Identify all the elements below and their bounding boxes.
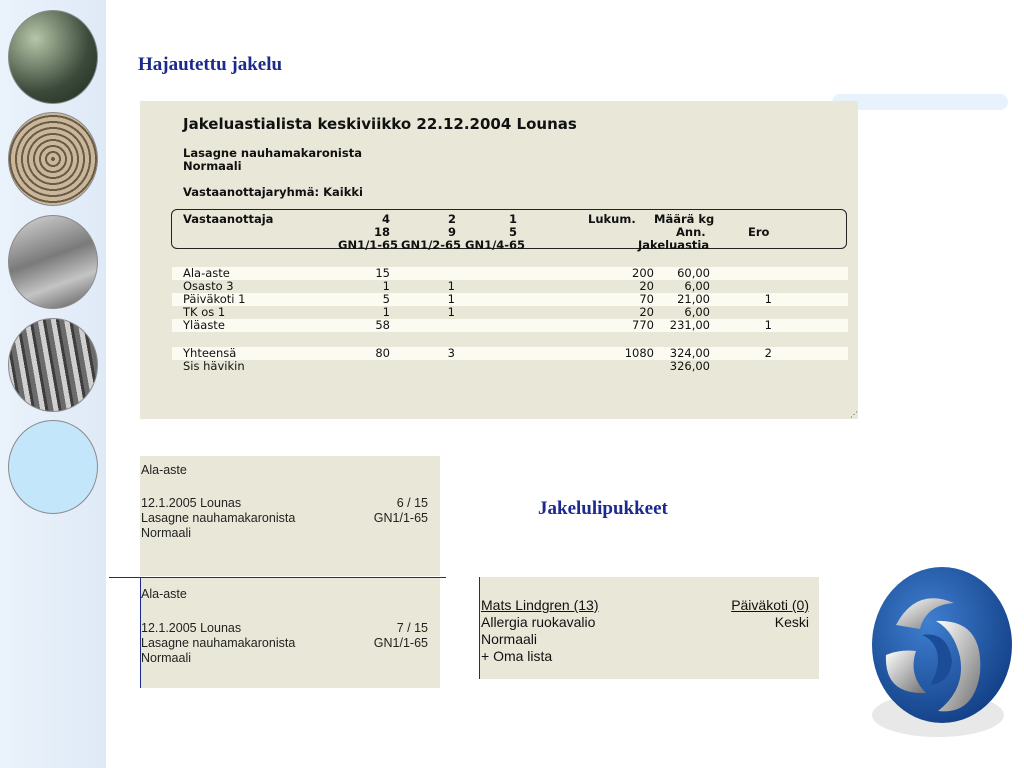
- row-count: 20: [639, 305, 654, 319]
- waste-row: [172, 360, 848, 373]
- row-c1: 1: [382, 279, 390, 293]
- row-count: 200: [632, 266, 654, 280]
- ticket-person[interactable]: Mats Lindgren (13): [481, 597, 599, 613]
- slip-diet: Normaali: [141, 526, 192, 540]
- table-row: [172, 319, 848, 332]
- slip-date: 12.1.2005 Lounas: [141, 496, 242, 510]
- header-recipient: Vastaanottaja: [183, 212, 274, 226]
- steel-trays-image: [8, 215, 98, 309]
- row-name: Yläaste: [183, 318, 225, 332]
- row-c2: 1: [447, 292, 455, 306]
- distribution-slip: [140, 578, 440, 688]
- row-amount: 21,00: [677, 292, 710, 306]
- header-c1-portions: 18: [373, 225, 390, 239]
- row-name: Osasto 3: [183, 279, 234, 293]
- slip-edge-line: [140, 578, 141, 688]
- slip-counter: 6 / 15: [396, 496, 428, 510]
- header-c2-portions: 9: [447, 225, 456, 239]
- blank-circle: [8, 420, 98, 514]
- row-amount: 60,00: [677, 266, 710, 280]
- slip-counter: 7 / 15: [396, 621, 428, 635]
- waste-name: Sis hävikin: [183, 359, 245, 373]
- resize-corner: ⋰: [850, 410, 858, 419]
- total-row: [172, 347, 848, 360]
- slip-diet: Normaali: [141, 651, 192, 665]
- header-c2-container: GN1/2-65: [401, 238, 462, 252]
- header-amount-portions: Ann.: [676, 225, 706, 239]
- header-diff: Ero: [748, 225, 770, 239]
- row-c2: 1: [447, 305, 455, 319]
- report-title: Jakeluastialista keskiviikko 22.12.2004 Lounas: [183, 115, 577, 133]
- header-count: Lukum.: [588, 212, 636, 226]
- perforated-metal-image: [8, 112, 98, 206]
- left-decor-strip: [0, 0, 106, 768]
- row-count: 20: [639, 279, 654, 293]
- header-c3-container: GN1/4-65: [465, 238, 526, 252]
- header-amount-kg: Määrä kg: [654, 212, 715, 226]
- table-row: [172, 280, 848, 293]
- row-count: 770: [632, 318, 654, 332]
- row-amount: 6,00: [684, 279, 710, 293]
- meal-ticket: [479, 577, 819, 679]
- header-c1-container: GN1/1-65: [338, 238, 399, 252]
- header-c2-count: 2: [447, 212, 456, 226]
- circuit-board-image: [8, 10, 98, 104]
- forks-image: [8, 318, 98, 412]
- slips-title: Jakelulipukkeet: [538, 498, 668, 519]
- report-diet: Normaali: [183, 159, 242, 173]
- slip-container: GN1/1-65: [373, 636, 428, 650]
- total-count: 1080: [624, 346, 654, 360]
- table-row: [172, 293, 848, 306]
- slip-dish: Lasagne nauhamakaronista: [141, 511, 296, 525]
- row-diff: 1: [764, 318, 772, 332]
- ticket-size: Keski: [774, 614, 809, 630]
- page-title: Hajautettu jakelu: [138, 54, 283, 75]
- distribution-report: [140, 101, 858, 419]
- total-diff: 2: [764, 346, 772, 360]
- ticket-edge-line: [479, 577, 480, 679]
- report-group: Vastaanottajaryhmä: Kaikki: [183, 185, 363, 199]
- header-c1-count: 4: [381, 212, 390, 226]
- total-amount: 324,00: [669, 346, 710, 360]
- row-amount: 231,00: [669, 318, 710, 332]
- row-c1: 58: [375, 318, 390, 332]
- slip-dish: Lasagne nauhamakaronista: [141, 636, 296, 650]
- row-c2: 1: [447, 279, 455, 293]
- row-amount: 6,00: [684, 305, 710, 319]
- table-row: [172, 306, 848, 319]
- row-diff: 1: [764, 292, 772, 306]
- ticket-menu: Allergia ruokavalio: [481, 614, 596, 630]
- row-name: TK os 1: [183, 305, 226, 319]
- waste-amount: 326,00: [669, 359, 710, 373]
- header-amount-container: Jakeluastia: [638, 238, 710, 252]
- row-count: 70: [639, 292, 654, 306]
- total-name: Yhteensä: [183, 346, 237, 360]
- row-name: Päiväkoti 1: [183, 292, 246, 306]
- distribution-slip: [140, 456, 440, 576]
- slip-container: GN1/1-65: [373, 511, 428, 525]
- row-c1: 1: [382, 305, 390, 319]
- ticket-diet: Normaali: [481, 631, 538, 647]
- slip-place: Ala-aste: [141, 587, 187, 601]
- company-logo: [856, 565, 1018, 755]
- report-dish: Lasagne nauhamakaronista: [183, 146, 362, 160]
- slip-date: 12.1.2005 Lounas: [141, 621, 242, 635]
- slip-place: Ala-aste: [141, 463, 187, 477]
- ticket-unit[interactable]: Päiväkoti (0): [731, 597, 809, 613]
- table-row: [172, 267, 848, 280]
- header-c3-count: 1: [508, 212, 517, 226]
- row-c1: 15: [375, 266, 390, 280]
- header-bar: [832, 94, 1008, 110]
- row-name: Ala-aste: [183, 266, 230, 280]
- ticket-extra[interactable]: + Oma lista: [481, 648, 553, 664]
- header-c3-portions: 5: [508, 225, 517, 239]
- total-c1: 80: [375, 346, 390, 360]
- row-c1: 5: [382, 292, 390, 306]
- total-c2: 3: [447, 346, 455, 360]
